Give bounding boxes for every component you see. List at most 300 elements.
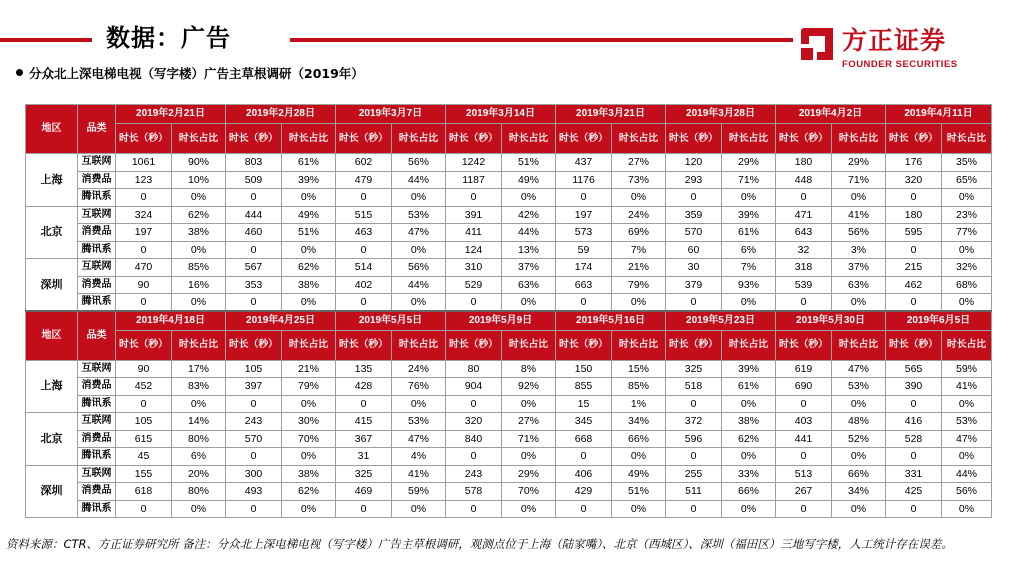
duration-cell: 0 [116,395,172,413]
share-cell: 23% [942,206,992,224]
share-cell: 44% [392,276,446,294]
share-cell: 17% [172,360,226,378]
share-cell: 6% [172,448,226,466]
founder-securities-logo [799,26,977,74]
duration-cell: 379 [666,276,722,294]
duration-cell: 1176 [556,171,612,189]
share-cell: 56% [392,154,446,172]
duration-cell: 570 [226,430,282,448]
share-cell: 65% [942,171,992,189]
duration-cell: 596 [666,430,722,448]
duration-cell: 90 [116,360,172,378]
duration-cell: 123 [116,171,172,189]
header-category: 品类 [78,311,116,360]
share-cell: 10% [172,171,226,189]
share-cell: 66% [832,465,886,483]
table-header-dates [26,105,992,124]
header-date: 2019年3月14日 [446,105,556,124]
share-cell: 52% [832,430,886,448]
duration-cell: 0 [336,500,392,518]
share-cell: 62% [282,483,336,501]
table-row [26,206,992,224]
header-duration: 时长（秒） [556,124,612,154]
header-date: 2019年4月25日 [226,311,336,330]
duration-cell: 155 [116,465,172,483]
share-cell: 38% [722,413,776,431]
header-share: 时长占比 [392,124,446,154]
header-duration: 时长（秒） [776,124,832,154]
header-date: 2019年2月28日 [226,105,336,124]
share-cell: 0% [722,448,776,466]
header-share: 时长占比 [722,124,776,154]
share-cell: 0% [722,189,776,207]
share-cell: 21% [282,360,336,378]
category-cell: 互联网 [78,465,116,483]
duration-cell: 331 [886,465,942,483]
header-duration: 时长（秒） [886,330,942,360]
header-region: 地区 [26,105,78,154]
header-share: 时长占比 [172,124,226,154]
share-cell: 0% [832,500,886,518]
share-cell: 61% [282,154,336,172]
duration-cell: 0 [886,294,942,312]
duration-cell: 578 [446,483,502,501]
share-cell: 0% [942,448,992,466]
duration-cell: 0 [776,189,832,207]
table-row [26,413,992,431]
duration-cell: 437 [556,154,612,172]
duration-cell: 452 [116,378,172,396]
share-cell: 0% [282,395,336,413]
share-cell: 61% [722,224,776,242]
share-cell: 41% [392,465,446,483]
share-cell: 41% [832,206,886,224]
share-cell: 30% [282,413,336,431]
header-date: 2019年5月23日 [666,311,776,330]
share-cell: 4% [392,448,446,466]
share-cell: 0% [942,241,992,259]
duration-cell: 293 [666,171,722,189]
duration-cell: 518 [666,378,722,396]
header-share: 时长占比 [612,330,666,360]
bullet-icon [16,69,23,76]
category-cell: 腾讯系 [78,448,116,466]
share-cell: 0% [612,189,666,207]
share-cell: 7% [722,259,776,277]
duration-cell: 0 [116,500,172,518]
share-cell: 56% [392,259,446,277]
share-cell: 0% [172,500,226,518]
share-cell: 0% [722,500,776,518]
table-row [26,430,992,448]
duration-cell: 493 [226,483,282,501]
duration-cell: 0 [446,500,502,518]
duration-cell: 0 [666,189,722,207]
duration-cell: 643 [776,224,832,242]
duration-cell: 0 [556,500,612,518]
duration-cell: 318 [776,259,832,277]
city-cell: 北京 [26,413,78,466]
duration-cell: 176 [886,154,942,172]
duration-cell: 470 [116,259,172,277]
duration-cell: 310 [446,259,502,277]
share-cell: 0% [722,395,776,413]
table-row [26,189,992,207]
header-duration: 时长（秒） [116,124,172,154]
duration-cell: 215 [886,259,942,277]
table-row [26,378,992,396]
share-cell: 0% [502,500,556,518]
duration-cell: 59 [556,241,612,259]
category-cell: 消费品 [78,276,116,294]
share-cell: 21% [612,259,666,277]
share-cell: 20% [172,465,226,483]
header-share: 时长占比 [942,124,992,154]
logo-text-en: FOUNDER SECURITIES [842,59,958,70]
duration-cell: 1187 [446,171,502,189]
category-cell: 互联网 [78,154,116,172]
duration-cell: 15 [556,395,612,413]
share-cell: 0% [502,448,556,466]
duration-cell: 0 [116,241,172,259]
duration-cell: 471 [776,206,832,224]
duration-cell: 397 [226,378,282,396]
table-row [26,483,992,501]
duration-cell: 668 [556,430,612,448]
duration-cell: 840 [446,430,502,448]
header-share: 时长占比 [392,330,446,360]
share-cell: 14% [172,413,226,431]
duration-cell: 595 [886,224,942,242]
duration-cell: 345 [556,413,612,431]
duration-cell: 105 [226,360,282,378]
header-duration: 时长（秒） [666,330,722,360]
share-cell: 7% [612,241,666,259]
duration-cell: 415 [336,413,392,431]
duration-cell: 515 [336,206,392,224]
share-cell: 62% [282,259,336,277]
share-cell: 0% [942,189,992,207]
share-cell: 80% [172,430,226,448]
share-cell: 44% [502,224,556,242]
share-cell: 24% [612,206,666,224]
duration-cell: 0 [666,500,722,518]
duration-cell: 0 [446,189,502,207]
share-cell: 0% [282,189,336,207]
duration-cell: 0 [776,500,832,518]
share-cell: 59% [942,360,992,378]
duration-cell: 0 [556,294,612,312]
share-cell: 76% [392,378,446,396]
header-date: 2019年6月5日 [886,311,992,330]
header-date: 2019年4月18日 [116,311,226,330]
duration-cell: 511 [666,483,722,501]
share-cell: 0% [282,448,336,466]
duration-cell: 0 [226,189,282,207]
table-row [26,500,992,518]
duration-cell: 359 [666,206,722,224]
header-share: 时长占比 [282,124,336,154]
duration-cell: 390 [886,378,942,396]
share-cell: 70% [282,430,336,448]
share-cell: 29% [502,465,556,483]
duration-cell: 0 [886,241,942,259]
city-cell: 深圳 [26,259,78,312]
category-cell: 互联网 [78,206,116,224]
duration-cell: 353 [226,276,282,294]
table-row [26,224,992,242]
duration-cell: 567 [226,259,282,277]
duration-cell: 180 [776,154,832,172]
share-cell: 0% [392,500,446,518]
share-cell: 70% [502,483,556,501]
duration-cell: 1061 [116,154,172,172]
table-row [26,360,992,378]
header-date: 2019年3月28日 [666,105,776,124]
duration-cell: 803 [226,154,282,172]
share-cell: 59% [392,483,446,501]
header-duration: 时长（秒） [446,330,502,360]
share-cell: 47% [392,430,446,448]
duration-cell: 479 [336,171,392,189]
duration-cell: 416 [886,413,942,431]
duration-cell: 325 [666,360,722,378]
table-row [26,276,992,294]
header-date: 2019年5月9日 [446,311,556,330]
share-cell: 0% [392,189,446,207]
duration-cell: 320 [886,171,942,189]
duration-cell: 30 [666,259,722,277]
duration-cell: 441 [776,430,832,448]
share-cell: 39% [722,360,776,378]
duration-cell: 0 [886,395,942,413]
category-cell: 腾讯系 [78,189,116,207]
duration-cell: 0 [226,448,282,466]
header-share: 时长占比 [172,330,226,360]
page-title: 数据：广告 [106,24,231,52]
duration-cell: 619 [776,360,832,378]
duration-cell: 120 [666,154,722,172]
share-cell: 38% [172,224,226,242]
share-cell: 0% [392,294,446,312]
share-cell: 0% [502,294,556,312]
share-cell: 0% [832,448,886,466]
category-cell: 腾讯系 [78,294,116,312]
share-cell: 37% [832,259,886,277]
share-cell: 49% [282,206,336,224]
share-cell: 0% [172,395,226,413]
category-cell: 腾讯系 [78,241,116,259]
share-cell: 15% [612,360,666,378]
category-cell: 消费品 [78,224,116,242]
share-cell: 79% [612,276,666,294]
duration-cell: 539 [776,276,832,294]
city-cell: 上海 [26,154,78,207]
share-cell: 47% [832,360,886,378]
duration-cell: 0 [666,395,722,413]
share-cell: 66% [612,430,666,448]
header-date: 2019年5月30日 [776,311,886,330]
header-date: 2019年4月11日 [886,105,992,124]
duration-cell: 45 [116,448,172,466]
duration-cell: 690 [776,378,832,396]
share-cell: 35% [942,154,992,172]
duration-cell: 31 [336,448,392,466]
duration-cell: 618 [116,483,172,501]
category-cell: 消费品 [78,378,116,396]
table-row [26,154,992,172]
share-cell: 3% [832,241,886,259]
duration-cell: 509 [226,171,282,189]
share-cell: 0% [942,500,992,518]
duration-cell: 135 [336,360,392,378]
header-date: 2019年2月21日 [116,105,226,124]
share-cell: 79% [282,378,336,396]
share-cell: 47% [942,430,992,448]
share-cell: 48% [832,413,886,431]
category-cell: 腾讯系 [78,500,116,518]
share-cell: 13% [502,241,556,259]
share-cell: 0% [832,189,886,207]
share-cell: 53% [392,206,446,224]
header-share: 时长占比 [942,330,992,360]
share-cell: 1% [612,395,666,413]
header-duration: 时长（秒） [666,124,722,154]
share-cell: 27% [502,413,556,431]
share-cell: 77% [942,224,992,242]
share-cell: 0% [942,395,992,413]
share-cell: 29% [722,154,776,172]
share-cell: 0% [612,294,666,312]
table-row [26,241,992,259]
duration-cell: 0 [886,448,942,466]
duration-cell: 105 [116,413,172,431]
duration-cell: 0 [886,189,942,207]
duration-cell: 90 [116,276,172,294]
duration-cell: 0 [666,294,722,312]
share-cell: 63% [832,276,886,294]
header-duration: 时长（秒） [556,330,612,360]
share-cell: 0% [832,395,886,413]
duration-cell: 0 [336,241,392,259]
duration-cell: 150 [556,360,612,378]
share-cell: 66% [722,483,776,501]
duration-cell: 1242 [446,154,502,172]
duration-cell: 429 [556,483,612,501]
duration-cell: 460 [226,224,282,242]
duration-cell: 0 [556,189,612,207]
share-cell: 69% [612,224,666,242]
duration-cell: 391 [446,206,502,224]
duration-cell: 197 [116,224,172,242]
category-cell: 消费品 [78,483,116,501]
share-cell: 53% [832,378,886,396]
share-cell: 0% [392,241,446,259]
duration-cell: 300 [226,465,282,483]
table-row [26,465,992,483]
share-cell: 42% [502,206,556,224]
duration-cell: 0 [116,294,172,312]
duration-cell: 255 [666,465,722,483]
duration-cell: 0 [116,189,172,207]
header-share: 时长占比 [612,124,666,154]
duration-cell: 0 [336,189,392,207]
header-date: 2019年4月2日 [776,105,886,124]
duration-cell: 462 [886,276,942,294]
category-cell: 消费品 [78,171,116,189]
duration-cell: 513 [776,465,832,483]
share-cell: 39% [722,206,776,224]
share-cell: 38% [282,465,336,483]
duration-cell: 615 [116,430,172,448]
logo-text-cn: 方正证券 [842,26,947,55]
duration-cell: 570 [666,224,722,242]
duration-cell: 469 [336,483,392,501]
header-date: 2019年3月21日 [556,105,666,124]
duration-cell: 528 [886,430,942,448]
share-cell: 62% [172,206,226,224]
duration-cell: 0 [886,500,942,518]
duration-cell: 0 [336,395,392,413]
header-duration: 时长（秒） [116,330,172,360]
share-cell: 0% [392,395,446,413]
header-duration: 时长（秒） [446,124,502,154]
header-region: 地区 [26,311,78,360]
header-share: 时长占比 [282,330,336,360]
duration-cell: 0 [226,294,282,312]
duration-cell: 0 [776,448,832,466]
duration-cell: 0 [556,448,612,466]
share-cell: 90% [172,154,226,172]
city-cell: 上海 [26,360,78,413]
duration-cell: 32 [776,241,832,259]
share-cell: 32% [942,259,992,277]
survey-table-container [25,104,987,518]
logo-mark-icon [799,26,835,62]
table-header-dates [26,311,992,330]
share-cell: 0% [502,395,556,413]
source-footnote: 资料来源：CTR、方正证券研究所 备注：分众北上深电梯电视（写字楼）广告主草根调研，观测点位于上海（陆家嘴）、北京（西城区）、深圳（福田区）三地写字楼，人工统计存在误差。 [6,537,953,551]
duration-cell: 267 [776,483,832,501]
table-row [26,259,992,277]
category-cell: 互联网 [78,259,116,277]
table-header-metrics [26,330,992,360]
category-cell: 消费品 [78,430,116,448]
duration-cell: 514 [336,259,392,277]
duration-cell: 855 [556,378,612,396]
duration-cell: 320 [446,413,502,431]
share-cell: 0% [172,189,226,207]
header-date: 2019年5月16日 [556,311,666,330]
duration-cell: 0 [446,395,502,413]
share-cell: 29% [832,154,886,172]
share-cell: 34% [832,483,886,501]
header-share: 时长占比 [502,330,556,360]
duration-cell: 565 [886,360,942,378]
share-cell: 8% [502,360,556,378]
duration-cell: 0 [446,448,502,466]
share-cell: 24% [392,360,446,378]
header-share: 时长占比 [832,330,886,360]
duration-cell: 573 [556,224,612,242]
duration-cell: 243 [226,413,282,431]
header-date: 2019年5月5日 [336,311,446,330]
share-cell: 51% [502,154,556,172]
duration-cell: 444 [226,206,282,224]
share-cell: 0% [282,294,336,312]
share-cell: 0% [282,500,336,518]
share-cell: 0% [282,241,336,259]
